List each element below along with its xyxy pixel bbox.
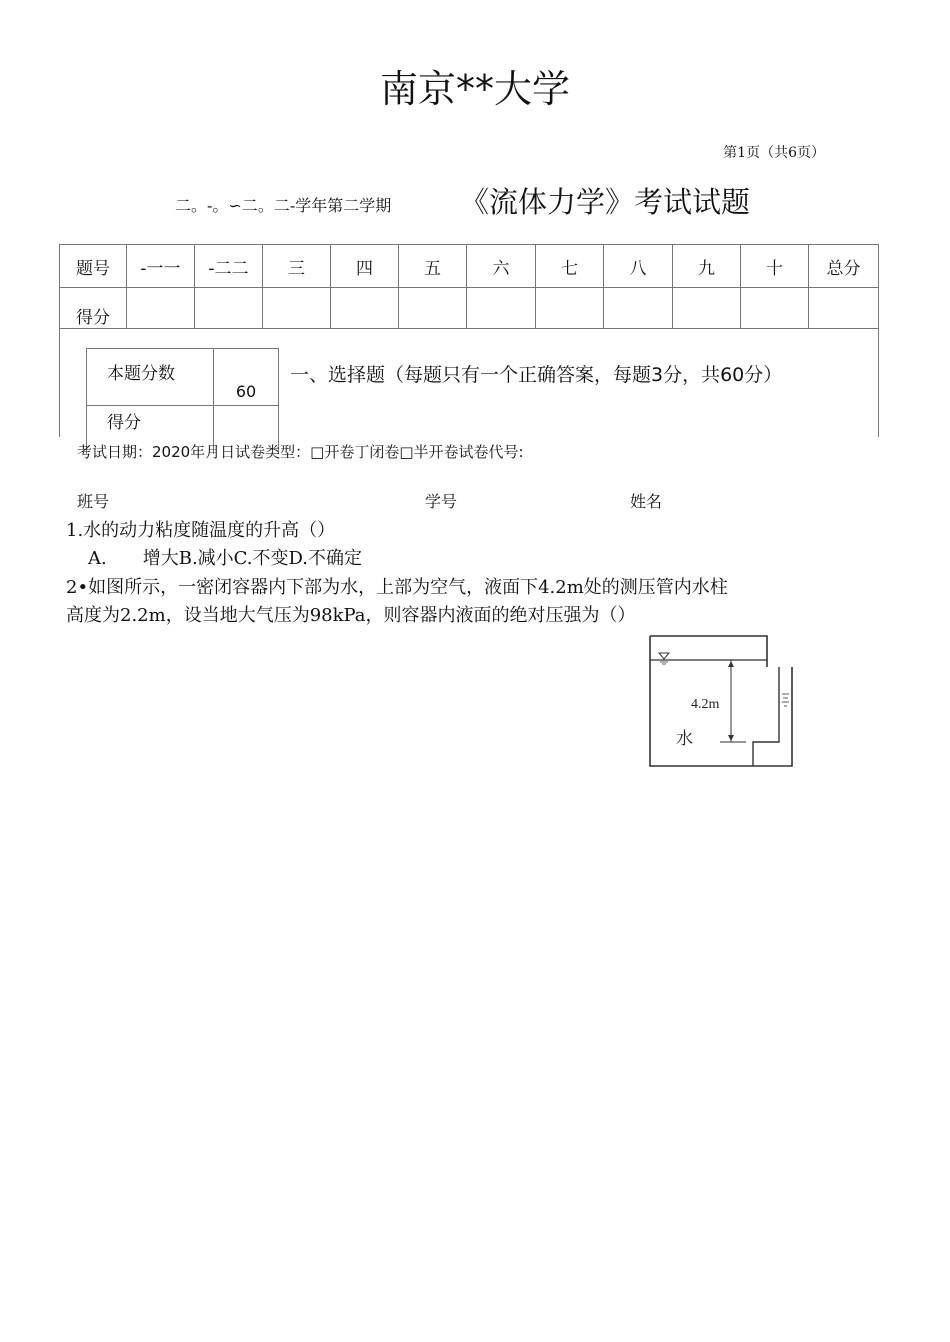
score-cell[interactable] [399,288,467,329]
water-column-ticks [782,694,789,706]
header-cell-5: 五 [399,245,467,288]
score-cell[interactable] [195,288,263,329]
header-cell-total: 总分 [809,245,879,288]
free-surface-icon [659,653,669,664]
header-cell-8: 八 [604,245,673,288]
header-cell-10: 十 [741,245,809,288]
exam-info: 考试日期：2020年月日试卷类型：□开卷丁闭卷□半开卷试卷代号: [77,443,524,461]
header-cell-9: 九 [673,245,741,288]
container-diagram [646,632,796,770]
dimension-arrow-bottom [728,735,734,741]
points-label: 本题分数 [87,349,214,406]
points-value: 60 [214,349,279,406]
section-score-label: 得分 [87,406,214,455]
score-cell[interactable] [741,288,809,329]
student-id-label: 学号 [425,492,458,511]
water-label: 水 [676,729,693,749]
university-name: 南京**大学 [379,67,570,111]
score-cell[interactable] [673,288,741,329]
score-cell[interactable] [809,288,879,329]
score-cell[interactable] [263,288,331,329]
header-cell-4: 四 [331,245,399,288]
academic-term: 二。-。∽二。二-学年第二学期 [175,196,392,215]
name-label: 姓名 [630,492,663,511]
question-2-line-2: 高度为2.2m，设当地大气压为98kPa，则容器内液面的绝对压强为（） [66,605,636,626]
class-label: 班号 [77,492,110,511]
question-2-line-1: 2•如图所示，一密闭容器内下部为水，上部为空气，液面下4.2m处的测压管内水柱 [66,577,728,598]
header-cell-2: -二二 [195,245,263,288]
exam-title: 《流体力学》考试试题 [460,185,751,219]
score-cell[interactable] [331,288,399,329]
section-title: 一、选择题（每题只有一个正确答案，每题3分，共60分） [290,364,783,386]
header-cell-7: 七 [536,245,604,288]
section-score-box [86,348,279,454]
score-table [59,244,879,329]
container-wall [650,636,792,766]
page-number: 第1页（共6页） [723,145,825,161]
score-cell[interactable] [604,288,673,329]
header-cell-1: -一一 [127,245,195,288]
question-1: 1.水的动力粘度随温度的升高（） [66,520,336,541]
dimension-arrow-top [728,661,734,667]
depth-label: 4.2m [691,697,720,712]
score-cell[interactable] [467,288,536,329]
header-cell-6: 六 [467,245,536,288]
score-cell[interactable] [536,288,604,329]
score-row-label: 得分 [60,288,127,329]
header-cell-question-no: 题号 [60,245,127,288]
piezometer-tube [753,667,779,766]
question-1-options: A. 增大B.减小C.不变D.不确定 [88,548,363,569]
score-cell[interactable] [127,288,195,329]
header-cell-3: 三 [263,245,331,288]
